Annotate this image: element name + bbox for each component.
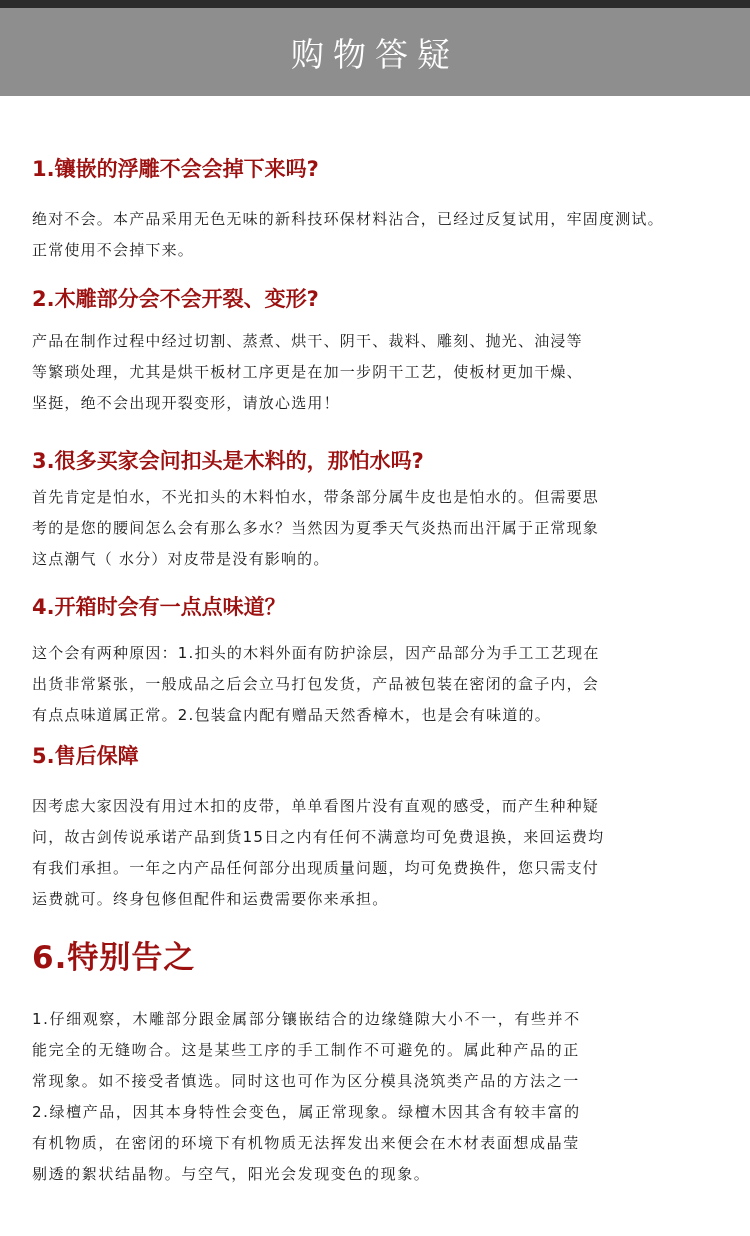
faq-answer-4 (32, 638, 732, 731)
answer-line: 考的是您的腰间怎么会有那么多水？当然因为夏季天气炎热而出汗属于正常现象 (32, 519, 600, 537)
special-notice (32, 936, 732, 1190)
page-title: 购物答疑 (291, 34, 459, 74)
answer-line: 等繁琐处理，尤其是烘干板材工序更是在加一步阴干工艺，使板材更加干燥、 (32, 363, 583, 381)
faq-question-4: 4.开箱时会有一点点味道？ (32, 595, 286, 619)
answer-line: 有点点味道属正常。2.包装盒内配有赠品天然香樟木，也是会有味道的。 (32, 706, 551, 724)
faq-item-3 (32, 446, 732, 575)
answer-line: 因考虑大家因没有用过木扣的皮带，单单看图片没有直观的感受，而产生种种疑 (32, 797, 600, 815)
answer-line: 有我们承担。一年之内产品任何部分出现质量问题，均可免费换件，您只需支付 (32, 859, 600, 877)
answer-line: 首先肯定是怕水，不光扣头的木料怕水，带条部分属牛皮也是怕水的。但需要思 (32, 488, 600, 506)
answer-line: 这点潮气（ 水分）对皮带是没有影响的。 (32, 550, 330, 568)
page-header (0, 8, 750, 96)
answer-line: 坚挺，绝不会出现开裂变形，请放心选用！ (32, 394, 340, 412)
answer-line: 这个会有两种原因：1.扣头的木料外面有防护涂层，因产品部分为手工工艺现在 (32, 644, 600, 662)
answer-line: 出货非常紧张，一般成品之后会立马打包发货，产品被包装在密闭的盒子内，会 (32, 675, 600, 693)
notice-line: 1.仔细观察，木雕部分跟金属部分镶嵌结合的边缘缝隙大小不一，有些并不 (32, 1010, 581, 1028)
answer-line: 产品在制作过程中经过切割、蒸煮、烘干、阴干、裁料、雕刻、抛光、油浸等 (32, 332, 583, 350)
notice-line: 剔透的絮状结晶物。与空气，阳光会发现变色的现象。 (32, 1165, 431, 1183)
answer-line: 正常使用不会掉下来。 (32, 241, 195, 259)
notice-line: 能完全的无缝吻合。这是某些工序的手工制作不可避免的。属此种产品的正 (32, 1041, 580, 1059)
answer-line: 运费就可。终身包修但配件和运费需要你来承担。 (32, 890, 389, 908)
faq-question-1: 1.镶嵌的浮雕不会会掉下来吗? (32, 157, 319, 181)
faq-answer-5 (32, 791, 732, 915)
faq-item-1 (32, 154, 732, 266)
faq-answer-2 (32, 326, 732, 419)
notice-line: 常现象。如不接受者慎选。同时这也可作为区分模具浇筑类产品的方法之一 (32, 1072, 580, 1090)
answer-line: 绝对不会。本产品采用无色无味的新科技环保材料沾合，已经过反复试用，牢固度测试。 (32, 210, 664, 228)
faq-item-5 (32, 741, 732, 915)
notice-line: 2.绿檀产品，因其本身特性会变色，属正常现象。绿檀木因其含有较丰富的 (32, 1103, 581, 1121)
top-dark-strip (0, 0, 750, 8)
faq-question-2: 2.木雕部分会不会开裂、变形? (32, 287, 319, 311)
special-notice-body (32, 1004, 732, 1190)
special-notice-title: 6.特别告之 (32, 940, 196, 976)
faq-item-4 (32, 592, 732, 731)
faq-question-3: 3.很多买家会问扣头是木料的，那怕水吗? (32, 449, 424, 473)
notice-line: 有机物质，在密闭的环境下有机物质无法挥发出来便会在木材表面想成晶莹 (32, 1134, 580, 1152)
faq-question-5: 5.售后保障 (32, 744, 139, 768)
faq-item-2 (32, 284, 732, 419)
faq-answer-3 (32, 482, 732, 575)
answer-line: 问，故古剑传说承诺产品到货15日之内有任何不满意均可免费退换，来回运费均 (32, 828, 605, 846)
faq-answer-1 (32, 204, 732, 266)
